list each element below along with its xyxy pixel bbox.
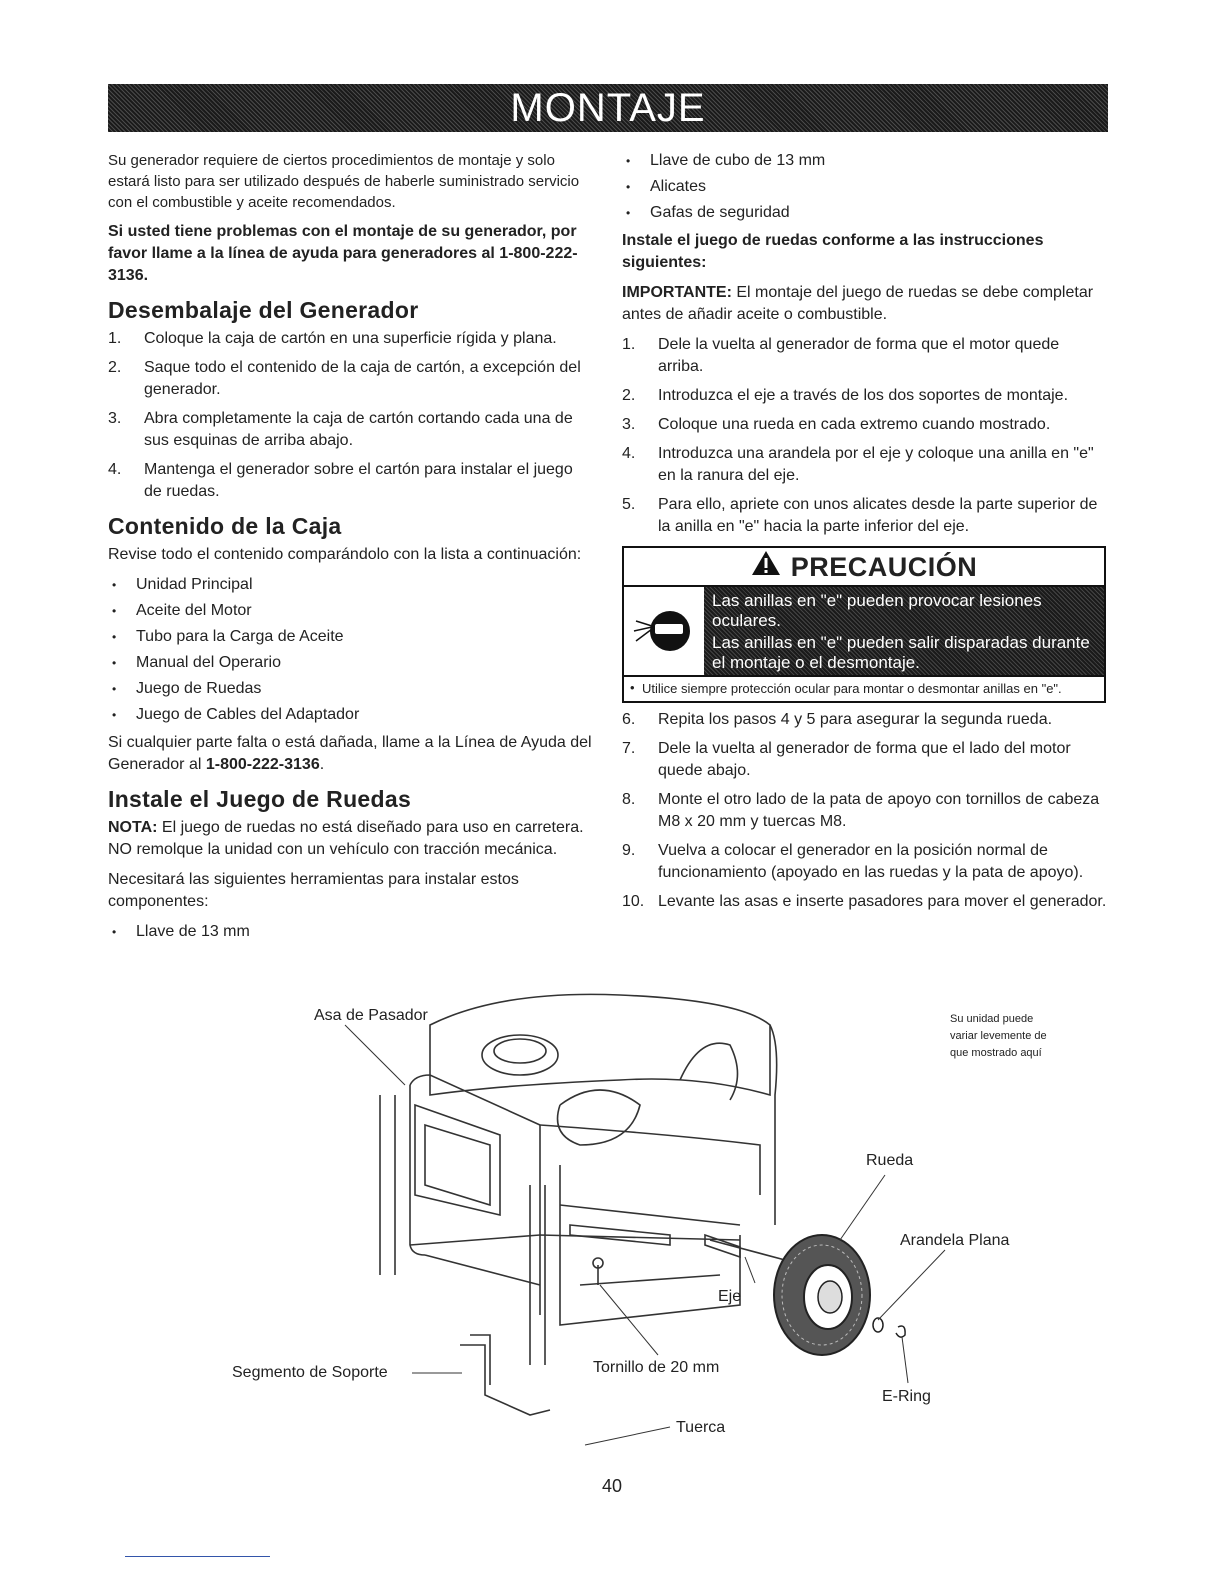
help-line-paragraph: Si usted tiene problemas con el montaje de su generador, por favor llame a la línea de ayuda para generadores al 1-800-222-3136. — [108, 223, 578, 284]
label-arandela-plana: Arandela Plana — [900, 1232, 1010, 1249]
label-eje: Eje — [718, 1288, 742, 1305]
section-banner — [108, 84, 1108, 132]
page-number: 40 — [601, 1476, 623, 1496]
caution-header — [624, 548, 1104, 587]
unpack-heading: Desembalaje del Generador — [108, 297, 419, 323]
install-steps-a — [622, 334, 1108, 538]
unpack-steps — [108, 328, 592, 503]
footer-rule — [125, 1556, 270, 1557]
caution-title: PRECAUCIÓN — [790, 552, 978, 582]
label-tuerca: Tuerca — [676, 1419, 726, 1436]
wheel-graphic — [774, 1235, 870, 1355]
tool-item: • Alicates — [622, 176, 1108, 198]
install-step: 8. Monte el otro lado de la pata de apoyo con tornillos de cabeza M8 x 20 mm y tuercas M8. — [622, 791, 1100, 830]
contents-intro: Revise todo el contenido comparándolo con la lista a continuación: — [108, 546, 582, 563]
install-steps-b — [622, 709, 1108, 913]
contents-heading: Contenido de la Caja — [108, 513, 342, 539]
caution-note: • Utilice siempre protección ocular para montar o desmontar anillas en "e". — [624, 675, 1104, 701]
caution-box — [622, 546, 1106, 703]
install-step: 10. Levante las asas e inserte pasadores para mover el generador. — [622, 893, 1107, 910]
tools-list-right — [622, 150, 1108, 224]
label-segmento-soporte: Segmento de Soporte — [232, 1364, 388, 1381]
install-step: 1. Dele la vuelta al generador de forma que el motor quede arriba. — [622, 336, 1060, 375]
important-paragraph: IMPORTANTE: El montaje del juego de ruedas se debe completar antes de añadir aceite o combustible. — [622, 284, 1094, 323]
caution-message-2: Las anillas en "e" pueden salir disparadas durante el montaje o el desmontaje. — [712, 633, 1090, 672]
wheels-heading: Instale el Juego de Ruedas — [108, 786, 412, 812]
caution-body — [624, 587, 1104, 675]
contents-item: • Manual del Operario — [108, 652, 592, 674]
variance-note: Su unidad puede variar levemente de que mostrado aquí — [950, 1013, 1047, 1059]
install-step: 7. Dele la vuelta al generador de forma que el lado del motor quede abajo. — [622, 740, 1071, 779]
helpline-phone: 1-800-222-3136 — [205, 756, 320, 773]
left-column — [108, 150, 592, 949]
unpack-step: 2. Saque todo el contenido de la caja de cartón, a excepción del generador. — [108, 359, 581, 398]
section-title: MONTAJE — [510, 86, 706, 130]
label-e-ring: E-Ring — [882, 1388, 931, 1405]
contents-item: • Unidad Principal — [108, 574, 592, 596]
tools-intro: Necesitará las siguientes herramientas para instalar estos componentes: — [108, 871, 519, 910]
contents-list — [108, 574, 592, 726]
unpack-step: 1. Coloque la caja de cartón en una superficie rígida y plana. — [108, 330, 557, 347]
note-paragraph: NOTA: El juego de ruedas no está diseñado para uso en carretera. NO remolque la unidad con un vehículo con tracción mecánica. — [108, 819, 584, 858]
contents-item: • Tubo para la Carga de Aceite — [108, 626, 592, 648]
label-tornillo: Tornillo de 20 mm — [593, 1359, 720, 1376]
caution-message — [704, 587, 1104, 675]
install-step: 2. Introduzca el eje a través de los dos soportes de montaje. — [622, 387, 1069, 404]
install-step: 3. Coloque una rueda en cada extremo cuando mostrado. — [622, 416, 1051, 433]
label-asa-pasador: Asa de Pasador — [314, 1007, 428, 1024]
caution-message-1: Las anillas en "e" pueden provocar lesiones oculares. — [712, 591, 1042, 630]
unpack-step: 3. Abra completamente la caja de cartón cortando cada una de sus esquinas de arriba abajo. — [108, 410, 573, 449]
install-step: 9. Vuelva a colocar el generador en la posición normal de funcionamiento (apoyado en las ruedas y la pata de apoyo). — [622, 842, 1084, 881]
contents-item: • Juego de Cables del Adaptador — [108, 704, 592, 726]
install-heading: Instale el juego de ruedas conforme a las instrucciones siguientes: — [622, 232, 1044, 271]
tools-list-left — [108, 921, 592, 943]
tool-item: • Llave de cubo de 13 mm — [622, 150, 1108, 172]
missing-parts-paragraph: Si cualquier parte falta o está dañada, llame a la Línea de Ayuda del Generador al 1-800-222-3136. — [108, 734, 592, 773]
unpack-step: 4. Mantenga el generador sobre el cartón para instalar el juego de ruedas. — [108, 461, 573, 500]
tool-item: • Gafas de seguridad — [622, 202, 1108, 224]
wheel-kit-diagram — [200, 985, 1140, 1465]
install-step: 4. Introduzca una arandela por el eje y coloque una anilla en "e" en la ranura del eje. — [622, 445, 1094, 484]
right-column — [622, 150, 1108, 920]
intro-paragraph: Su generador requiere de ciertos procedimientos de montaje y solo estará listo para ser utilizado después de haberle suministrado servicio con el combustible y aceite recomendados. — [108, 152, 580, 211]
label-rueda: Rueda — [866, 1152, 914, 1169]
contents-item: • Aceite del Motor — [108, 600, 592, 622]
warning-triangle-icon — [751, 550, 781, 583]
contents-item: • Juego de Ruedas — [108, 678, 592, 700]
install-step: 6. Repita los pasos 4 y 5 para asegurar la segunda rueda. — [622, 711, 1053, 728]
tool-item: • Llave de 13 mm — [108, 921, 592, 943]
install-step: 5. Para ello, apriete con unos alicates desde la parte superior de la anilla en "e" hacia la parte inferior del eje. — [622, 496, 1098, 535]
eye-protection-icon — [624, 587, 704, 675]
